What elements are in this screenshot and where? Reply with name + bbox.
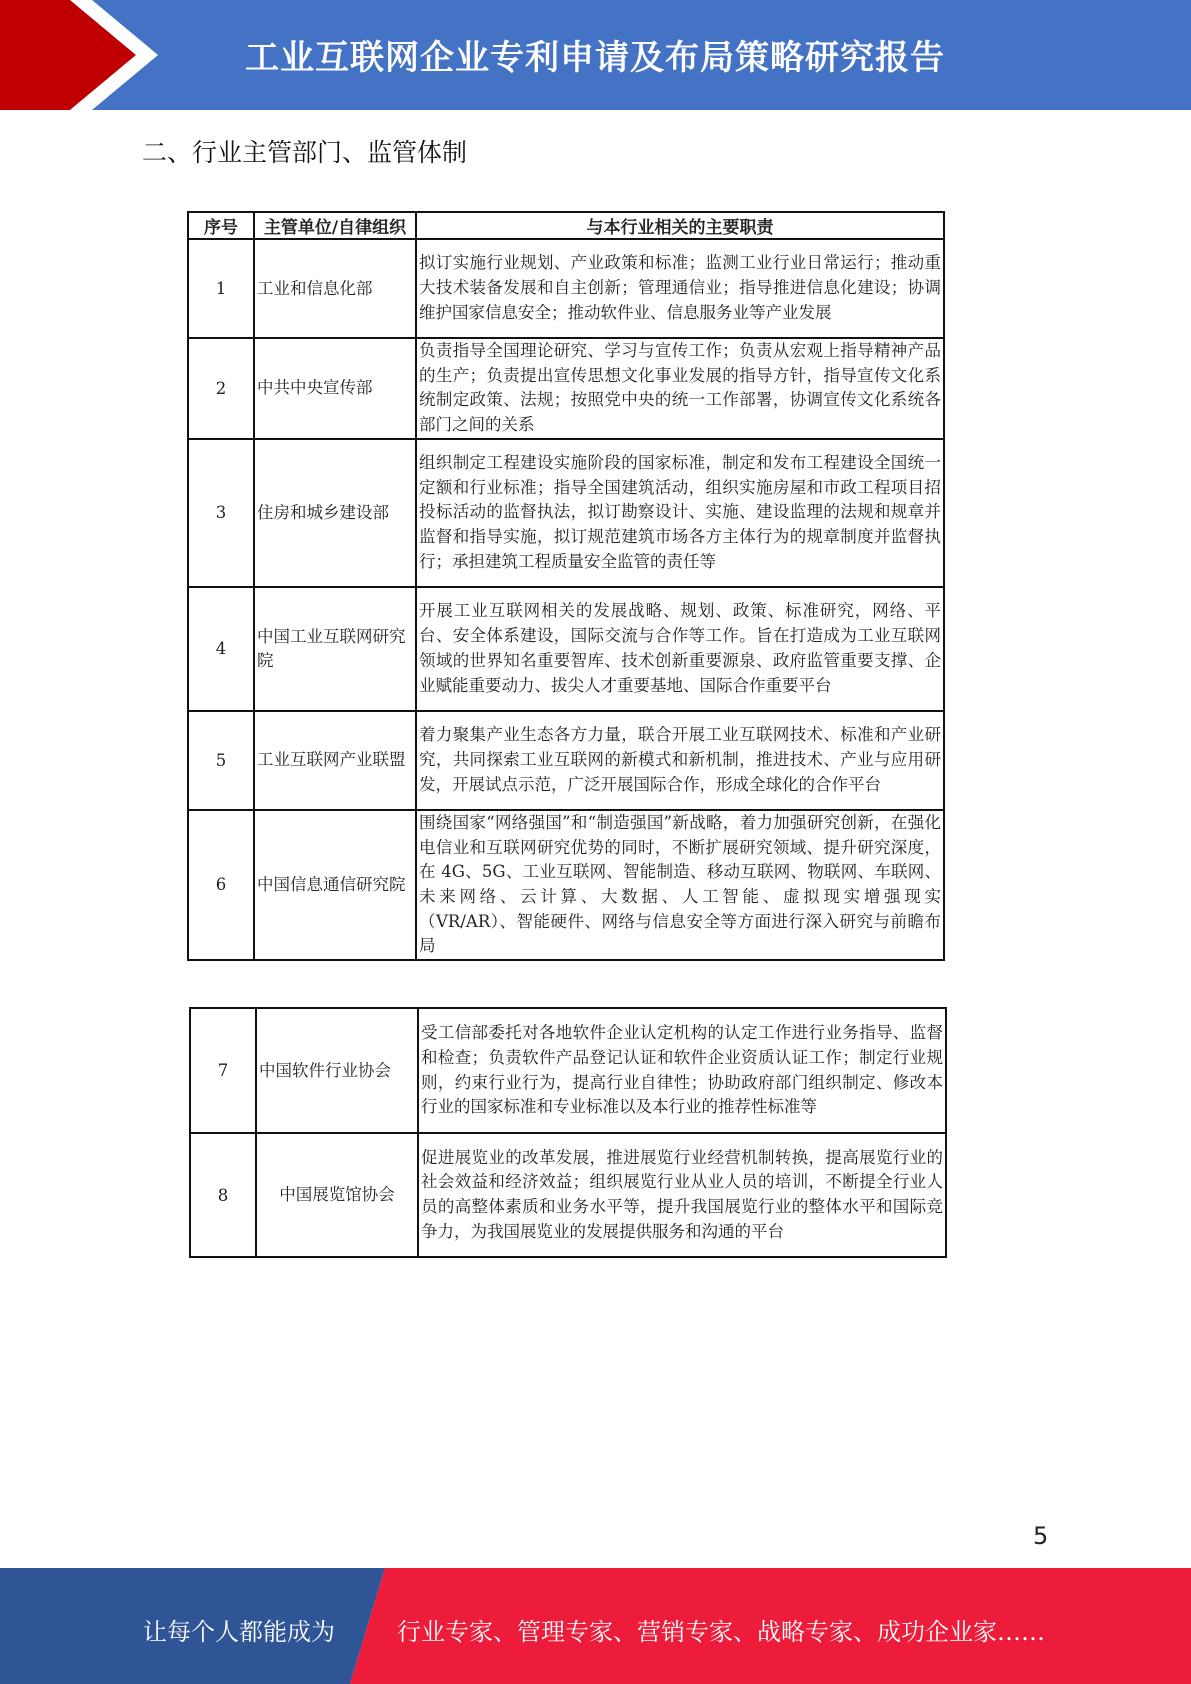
column-header-duties: 与本行业相关的主要职责 (416, 212, 944, 239)
table-row (188, 439, 944, 587)
report-title: 工业互联网企业专利申请及布局策略研究报告 (245, 38, 945, 78)
footer-slogan-right: 行业专家、管理专家、营销专家、战略专家、成功企业家…… (397, 1618, 1045, 1646)
row-number: 2 (188, 338, 254, 439)
table-row (188, 587, 944, 711)
section-heading: 二、行业主管部门、监管体制 (142, 138, 468, 167)
table-header-row (188, 212, 944, 239)
duties-table-part-1 (187, 211, 945, 961)
table-row (190, 1008, 946, 1133)
row-organization: 住房和城乡建设部 (254, 439, 416, 587)
row-organization: 工业和信息化部 (254, 239, 416, 338)
column-header-organization: 主管单位/自律组织 (254, 212, 416, 239)
footer-slogan-left: 让每个人都能成为 (143, 1618, 335, 1646)
row-organization: 工业互联网产业联盟 (254, 711, 416, 810)
row-number: 5 (188, 711, 254, 810)
table-row (188, 338, 944, 439)
duties-table-part-2 (189, 1007, 947, 1258)
column-header-number: 序号 (188, 212, 254, 239)
table-row (188, 810, 944, 960)
row-organization: 中国工业互联网研究院 (254, 587, 416, 711)
row-organization: 中共中央宣传部 (254, 338, 416, 439)
row-organization: 中国展览馆协会 (256, 1133, 418, 1257)
row-duty: 拟订实施行业规划、产业政策和标准；监测工业行业日常运行；推动重大技术装备发展和自主创新；管理通信业；指导推进信息化建设；协调维护国家信息安全；推动软件业、信息服务业等产业发展 (416, 239, 944, 338)
row-duty: 着力聚集产业生态各方力量，联合开展工业互联网技术、标准和产业研究，共同探索工业互联网的新模式和新机制，推进技术、产业与应用研发，开展试点示范，广泛开展国际合作，形成全球化的合作平台 (416, 711, 944, 810)
page-number: 5 (1033, 1522, 1049, 1550)
table-row (190, 1133, 946, 1257)
row-number: 3 (188, 439, 254, 587)
row-number: 8 (190, 1133, 256, 1257)
row-duty: 负责指导全国理论研究、学习与宣传工作；负责从宏观上指导精神产品的生产；负责提出宣传思想文化事业发展的指导方针，指导宣传文化系统制定政策、法规；按照党中央的统一工作部署，协调宣传文化系统各部门之间的关系 (416, 338, 944, 439)
row-duty: 受工信部委托对各地软件企业认定机构的认定工作进行业务指导、监督和检查；负责软件产品登记认证和软件企业资质认证工作；制定行业规则，约束行业行为，提高行业自律性；协助政府部门组织制定、修改本行业的国家标准和专业标准以及本行业的推荐性标准等 (418, 1008, 946, 1133)
row-organization: 中国信息通信研究院 (254, 810, 416, 960)
table-row (188, 239, 944, 338)
row-organization: 中国软件行业协会 (256, 1008, 418, 1133)
row-duty: 开展工业互联网相关的发展战略、规划、政策、标准研究，网络、平台、安全体系建设，国际交流与合作等工作。旨在打造成为工业互联网领域的世界知名重要智库、技术创新重要源泉、政府监管重要支撑、企业赋能重要动力、拔尖人才重要基地、国际合作重要平台 (416, 587, 944, 711)
row-duty: 促进展览业的改革发展，推进展览行业经营机制转换，提高展览行业的社会效益和经济效益；组织展览行业从业人员的培训，不断提全行业人员的高整体素质和业务水平等，提升我国展览行业的整体水平和国际竞争力，为我国展览业的发展提供服务和沟通的平台 (418, 1133, 946, 1257)
header-banner (0, 0, 1191, 110)
table-row (188, 711, 944, 810)
row-number: 4 (188, 587, 254, 711)
row-number: 7 (190, 1008, 256, 1133)
row-duty: 围绕国家“网络强国”和“制造强国”新战略，着力加强研究创新，在强化电信业和互联网研究优势的同时，不断扩展研究领域、提升研究深度，在 4G、5G、工业互联网、智能制造、移动互联网、物联网、车联网、未来网络、云计算、大数据、人工智能、虚拟现实增强现实（VR/AR）、智能硬件、网络与信息安全等方面进行深入研究与前瞻布局 (416, 810, 944, 960)
row-duty: 组织制定工程建设实施阶段的国家标准，制定和发布工程建设全国统一定额和行业标准；指导全国建筑活动，组织实施房屋和市政工程项目招投标活动的监督执法，拟订勘察设计、实施、建设监理的法规和规章并监督和指导实施，拟订规范建筑市场各方主体行为的规章制度并监督执行；承担建筑工程质量安全监管的责任等 (416, 439, 944, 587)
row-number: 1 (188, 239, 254, 338)
row-number: 6 (188, 810, 254, 960)
